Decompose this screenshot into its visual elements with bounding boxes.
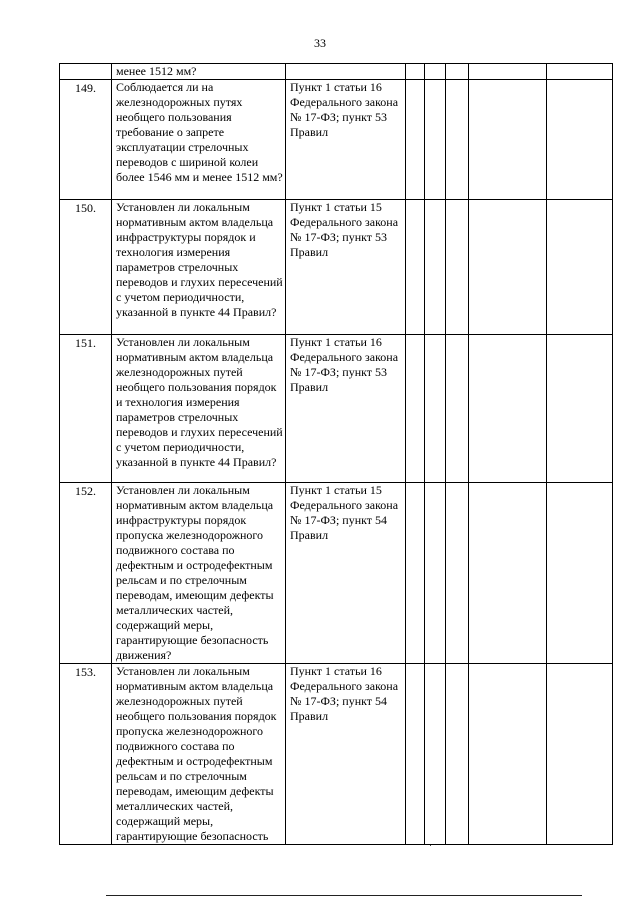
question-cell: [112, 80, 286, 200]
question-text: менее 1512 мм?: [116, 64, 197, 78]
answer-no-cell: [425, 664, 446, 845]
row-number: 149.: [75, 81, 96, 95]
row-number-cell: [60, 80, 112, 200]
answer-no-cell: [425, 64, 446, 80]
answer-yes-cell: [406, 483, 425, 664]
extra-cell: [547, 483, 613, 664]
notes-cell: [469, 335, 547, 483]
answer-yes-cell: [406, 664, 425, 845]
row-number: 153.: [75, 665, 96, 679]
row-number-cell: [60, 335, 112, 483]
table-row: [60, 80, 613, 200]
reference-text: Пункт 1 статьи 15 Федерального закона № 17-ФЗ; пункт 53 Правил: [290, 200, 399, 259]
extra-cell: [547, 664, 613, 845]
answer-no-cell: [425, 80, 446, 200]
extra-cell: [547, 200, 613, 335]
notes-cell: [469, 64, 547, 80]
answer-yes-cell: [406, 335, 425, 483]
answer-na-cell: [446, 200, 469, 335]
reference-text: Пункт 1 статьи 15 Федерального закона № 17-ФЗ; пункт 54 Правил: [290, 483, 399, 542]
answer-na-cell: [446, 335, 469, 483]
table-row: [60, 483, 613, 664]
answer-yes-cell: [406, 80, 425, 200]
reference-text: Пункт 1 статьи 16 Федерального закона № 17-ФЗ; пункт 53 Правил: [290, 335, 399, 394]
table-row: [60, 200, 613, 335]
row-number: [60, 64, 111, 65]
scan-edge-line: [106, 895, 582, 896]
extra-cell: [547, 335, 613, 483]
checklist-table: [59, 63, 613, 845]
table-row: [60, 664, 613, 845]
row-number-cell: [60, 483, 112, 664]
reference-cell: [286, 200, 406, 335]
question-text: Установлен ли локальным нормативным актом владельца инфраструктуры порядок и технология измерения параметров стрелочных переводов и глухих пересечений с учетом периодичности, указанной в пункте 44 Правил?: [116, 200, 283, 319]
reference-text: Пункт 1 статьи 16 Федерального закона № 17-ФЗ; пункт 54 Правил: [290, 664, 399, 723]
answer-yes-cell: [406, 64, 425, 80]
table-row: [60, 335, 613, 483]
answer-na-cell: [446, 483, 469, 664]
reference-cell: [286, 335, 406, 483]
page-number: 33: [314, 36, 326, 50]
question-text: Соблюдается ли на железнодорожных путях необщего пользования требование о запрете эксплуатации стрелочных переводов с шириной колеи более 1546 мм и менее 1512 мм?: [116, 80, 283, 184]
reference-cell: [286, 80, 406, 200]
row-number-cell: [60, 200, 112, 335]
notes-cell: [469, 664, 547, 845]
row-number: 151.: [75, 336, 96, 350]
table-row: [60, 64, 613, 80]
notes-cell: [469, 80, 547, 200]
notes-cell: [469, 483, 547, 664]
row-number: 150.: [75, 201, 96, 215]
answer-na-cell: [446, 80, 469, 200]
reference-cell: [286, 64, 406, 80]
extra-cell: [547, 64, 613, 80]
reference-cell: [286, 664, 406, 845]
reference-cell: [286, 483, 406, 664]
scan-speck: [430, 845, 431, 846]
question-cell: [112, 200, 286, 335]
notes-cell: [469, 200, 547, 335]
reference-text: Пункт 1 статьи 16 Федерального закона № 17-ФЗ; пункт 53 Правил: [290, 80, 399, 139]
answer-no-cell: [425, 200, 446, 335]
answer-yes-cell: [406, 200, 425, 335]
answer-no-cell: [425, 335, 446, 483]
question-cell: [112, 335, 286, 483]
answer-na-cell: [446, 664, 469, 845]
extra-cell: [547, 80, 613, 200]
question-cell: [112, 64, 286, 80]
row-number-cell: [60, 664, 112, 845]
question-cell: [112, 664, 286, 845]
answer-no-cell: [425, 483, 446, 664]
row-number-cell: [60, 64, 112, 80]
question-text: Установлен ли локальным нормативным актом владельца инфраструктуры порядок пропуска железнодорожного подвижного состава по дефектным и остродефектным рельсам и по стрелочным переводам, имеющим дефекты металлических частей, содержащий меры, гарантирующие безопасность движения?: [116, 483, 274, 662]
question-text: Установлен ли локальным нормативным актом владельца железнодорожных путей необщего пользования порядок пропуска железнодорожного подвижного состава по дефектным и остродефектным рельсам и по стрелочным переводам, имеющим дефекты металлических частей, содержащий меры, гарантирующие безопасность: [116, 664, 277, 843]
row-number: 152.: [75, 484, 96, 498]
answer-na-cell: [446, 64, 469, 80]
question-text: Установлен ли локальным нормативным актом владельца железнодорожных путей необщего пользования порядок и технология измерения параметров стрелочных переводов и глухих пересечений с учетом периодичности, указанной в пункте 44 Правил?: [116, 335, 283, 469]
question-cell: [112, 483, 286, 664]
